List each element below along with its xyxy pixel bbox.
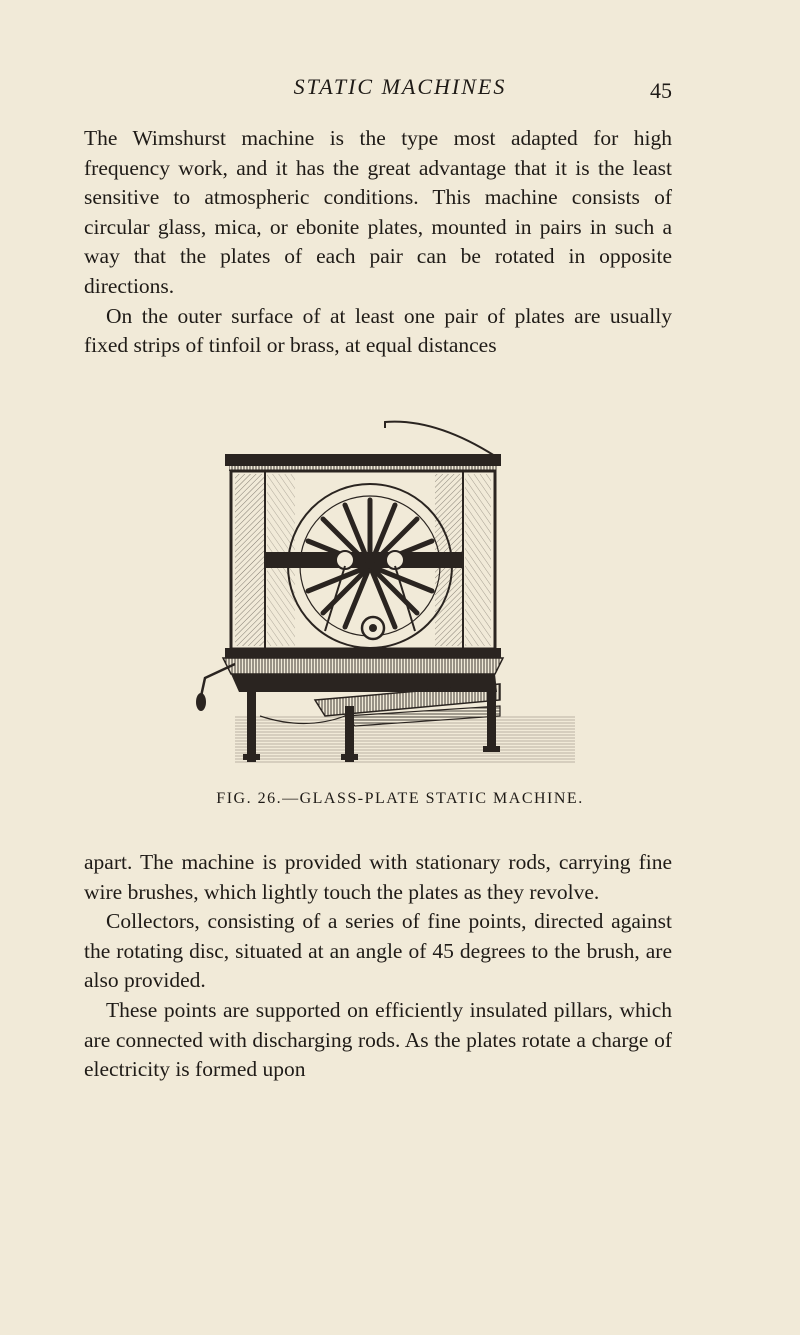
figure-illustration xyxy=(195,416,605,776)
paragraph: Collectors, consisting of a series of fine points, directed against the rotating disc, situated at an angle of 45 degrees to the brush, are also provided. xyxy=(84,909,672,993)
figure-caption: FIG. 26.—GLASS-PLATE STATIC MACHINE. xyxy=(216,790,584,807)
body-text-top xyxy=(84,124,672,361)
paragraph: apart. The machine is provided with stationary rods, carrying fine wire brushes, which lightly touch the plates as they revolve. xyxy=(84,850,672,904)
paragraph: On the outer surface of at least one pair of plates are usually fixed strips of tinfoil or brass, at equal distances xyxy=(84,303,672,358)
running-head: STATIC MACHINES xyxy=(293,74,507,99)
page-header xyxy=(0,74,800,104)
paragraph: The Wimshurst machine is the type most adapted for high frequency work, and it has the great advantage that it is the least sensitive to atmospheric conditions. This machine consists of circular glass, mica, or ebonite plates, mounted in pairs in such a way that the plates of each pair can be rotated in opposite directions. xyxy=(84,126,672,298)
page-number: 45 xyxy=(650,78,672,103)
static-machine-engraving xyxy=(195,416,605,776)
paragraph: These points are supported on efficiently insulated pillars, which are connected with discharging rods. As the plates rotate a charge of electricity is formed upon xyxy=(84,997,672,1082)
body-text-bottom xyxy=(84,848,672,1085)
